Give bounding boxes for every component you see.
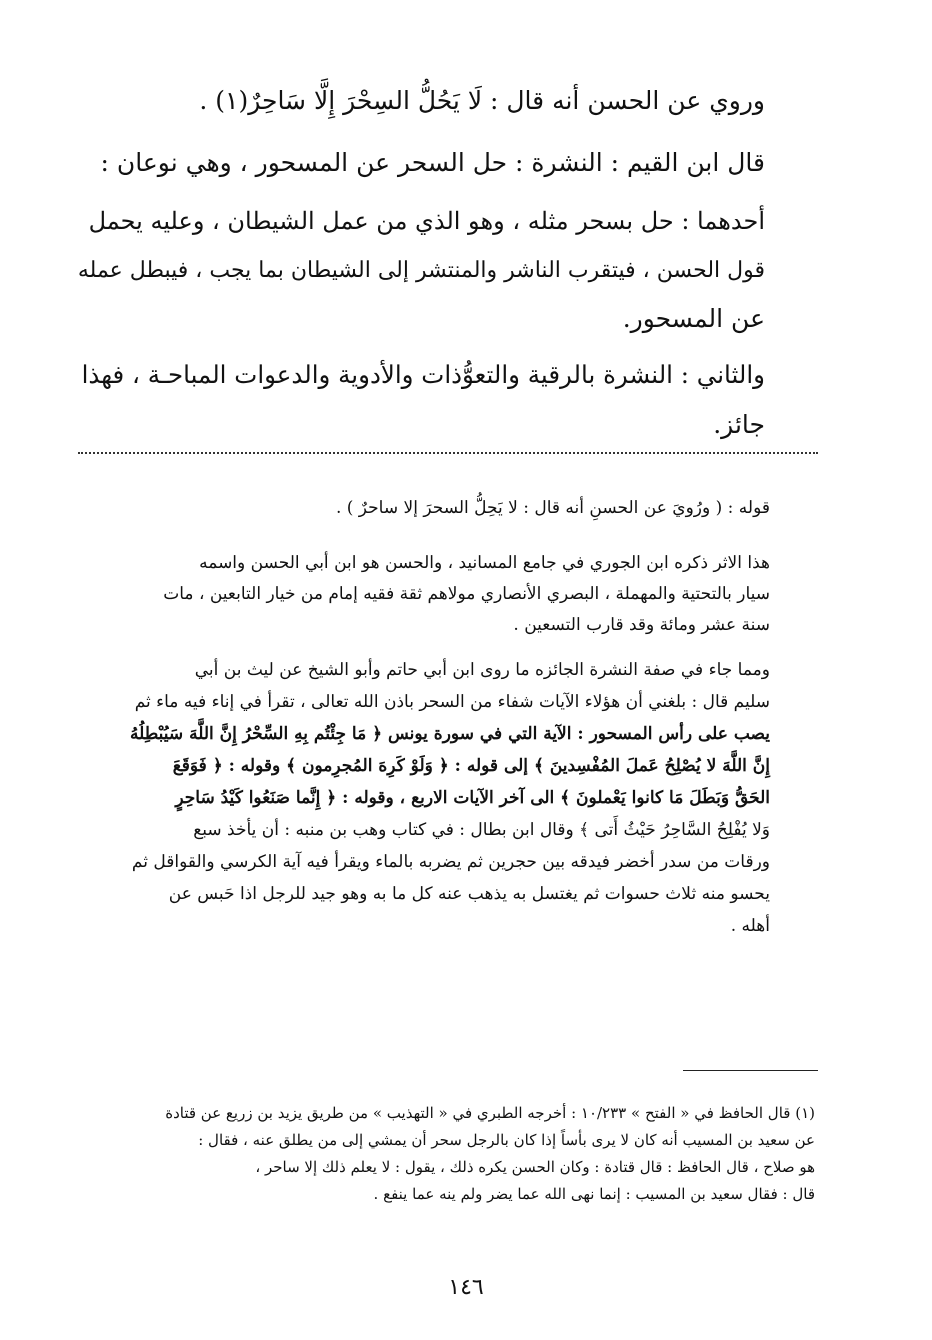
footnote-rule (683, 1070, 818, 1071)
footnote-line-4: قال : فقال سعيد بن المسيب : إنما نهى الله عما يضر ولم ينه عما ينفع . (373, 1185, 815, 1203)
page-number: ١٤٦ (448, 1275, 484, 1300)
commentary-paragraph-1-line-3: سنة عشر ومائة وقد قارب التسعين . (513, 615, 770, 635)
footnote-line-1: (١) قال الحافظ في « الفتح » ١٠/٢٣٣ : أخرجه الطبري في « التهذيب » من طريق يزيد بن زريع عن قتادة (165, 1104, 815, 1122)
commentary-text (75, 490, 770, 942)
commentary-paragraph-2-line-4: إِنَّ اللَّهَ لا يُصْلِحُ عَملَ المُفْسِدينَ ﴾ إلى قوله : ﴿ وَلَوْ كَرِهَ المُجرِمون ﴾ وقوله : ﴿ فَوَقَعَ (172, 756, 770, 776)
main-paragraph-2: قال ابن القيم : النشرة : حل السحر عن المسحور ، وهي نوعان : (100, 148, 765, 177)
footnote (75, 1100, 815, 1208)
main-text (75, 78, 765, 448)
main-paragraph-4-line-1: والثاني : النشرة بالرقية والتعوُّذات والأدوية والدعوات المباحـة ، فهذا (81, 360, 765, 389)
main-paragraph-1: وروي عن الحسن أنه قال : لَا يَحُلُّ السِحْرَ إِلَّا سَاحِرٌ(١) . (199, 86, 765, 115)
main-paragraph-4-line-2: جائز. (713, 410, 765, 439)
commentary-paragraph-2-line-5: الحَقُّ وَبَطَلَ مَا كانوا يَعْملونَ ﴾ الى آخر الآيات الاربع ، وقوله : ﴿ إِنَّما صَنَعُوا كَيْدُ سَاحِرٍ (175, 788, 770, 808)
commentary-paragraph-2-line-1: ومما جاء في صفة النشرة الجائزه ما روى ابن أبي حاتم وأبو الشيخ عن ليث بن أبي (194, 660, 770, 680)
commentary-paragraph-1-line-1: هذا الاثر ذكره ابن الجوري في جامع المسانيد ، والحسن هو ابن أبي الحسن واسمه (199, 553, 770, 573)
commentary-paragraph-2-line-6: وَلا يُفْلِحُ السَّاحِرُ حَيْثُ أَتى ﴾ وقال ابن بطال : في كتاب وهب بن منبه : أن يأخذ سبع (193, 820, 770, 840)
commentary-paragraph-2-line-3: يصب على رأس المسحور : الآية التي في سورة يونس ﴿ مَا جِئْتُم بِهِ السِّحْرُ إِنَّ اللَّهَ سَيُبْطِلُهُ (129, 724, 770, 744)
commentary-paragraph-2-line-2: سليم قال : بلغني أن هؤلاء الآيات شفاء من السحر باذن الله تعالى ، تقرأ في إناء فيه ماء ثم (134, 692, 770, 712)
commentary-paragraph-2-line-9: أهله . (730, 916, 770, 936)
main-paragraph-3-line-1: أحدهما : حل بسحر مثله ، وهو الذي من عمل الشيطان ، وعليه يحمل (88, 207, 765, 235)
commentary-paragraph-2-line-7: ورقات من سدر أخضر فيدقه بين حجرين ثم يضربه بالماء ويقرأ فيه آية الكرسي والقواقل ثم (131, 852, 770, 872)
commentary-paragraph-1-line-2: سيار بالتحتية والمهملة ، البصري الأنصاري مولاهم ثقة فقيه إمام من خيار التابعين ، مات (163, 584, 770, 604)
section-divider (78, 452, 818, 454)
commentary-paragraph-2-line-8: يحسو منه ثلاث حسوات ثم يغتسل به يذهب عنه كل ما به وهو جيد للرجل اذا حَبس عن (168, 884, 770, 904)
main-paragraph-3-line-3: عن المسحور. (622, 304, 765, 333)
commentary-heading: قوله : ( ورُويَ عن الحسنِ أنه قال : لا يَحِلُّ السحرَ إلا ساحرٌ ) . (335, 498, 770, 518)
footnote-line-3: هو صلاح ، قال الحافظ : قال قتادة : وكان الحسن يكره ذلك ، يقول : لا يعلم ذلك إلا ساحر ، (255, 1158, 815, 1176)
main-paragraph-3-line-2: قول الحسن ، فيتقرب الناشر والمنتشر إلى الشيطان بما يجب ، فيبطل عمله (77, 258, 765, 283)
footnote-line-2: عن سعيد بن المسيب أنه كان لا يرى بأساً إذا كان بالرجل سحر أن يمشي إلى من يطلق عنه ، فقال : (198, 1131, 815, 1149)
